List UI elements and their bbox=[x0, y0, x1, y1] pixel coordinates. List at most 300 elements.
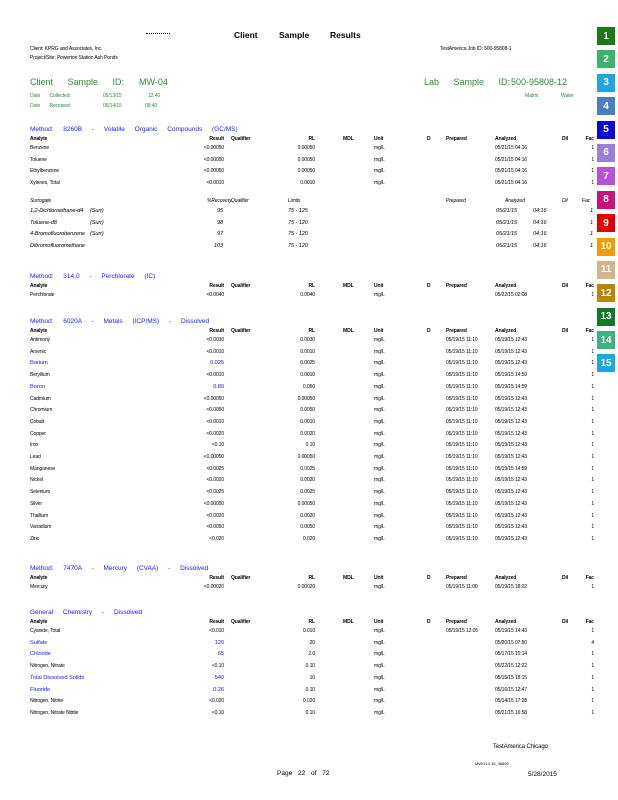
cell-analyzed: 05/21/15 04:16 bbox=[495, 180, 527, 187]
cell-rl: 0.10 bbox=[305, 442, 315, 449]
cell-prepared: 05/19/15 11:10 bbox=[446, 477, 478, 484]
cell-analyte: Xylenes, Total bbox=[30, 180, 60, 187]
cell-rl: 0.0010 bbox=[300, 418, 315, 425]
cell-unit: mg/L bbox=[374, 500, 385, 507]
cell-analyzed: 05/19/15 12:43 bbox=[495, 337, 527, 343]
cell-analyte: Cobalt bbox=[30, 418, 44, 425]
section-tabs bbox=[597, 27, 615, 378]
cell-fac: 1 bbox=[591, 512, 594, 519]
cell-rl: 0.0010 bbox=[300, 348, 315, 355]
cell-analyzed: 05/14/15 17:28 bbox=[495, 698, 527, 705]
cell-unit: mg/L bbox=[374, 360, 385, 367]
cell-result: <0.0025 bbox=[206, 465, 224, 472]
cell-prepared: 05/19/15 11:10 bbox=[446, 337, 478, 343]
cell-fac: 1 bbox=[591, 500, 594, 507]
column-header-unit: Unit bbox=[374, 328, 384, 334]
column-header-result: Result bbox=[209, 328, 224, 334]
cell-unit: mg/L bbox=[374, 686, 385, 693]
section-tab-4[interactable]: 4 bbox=[597, 97, 615, 115]
surrogate-limits: 75 - 120 bbox=[288, 242, 308, 249]
cell-rl: 0.0020 bbox=[300, 512, 315, 519]
cell-prepared: 05/19/15 11:10 bbox=[446, 383, 478, 390]
surrogate-analyzed_date: 05/21/15 bbox=[496, 207, 517, 214]
cell-analyte: Cyanide, Total bbox=[30, 628, 61, 634]
surrogate-rec: 103 bbox=[213, 242, 223, 249]
cell-prepared: 05/19/15 11:10 bbox=[446, 512, 478, 519]
surrogate-rec: 95 bbox=[216, 207, 223, 214]
surrogate-limits: 75 - 120 bbox=[288, 231, 308, 238]
method-heading: General Chemistry - Dissolved bbox=[30, 609, 143, 616]
cell-result: <0.0050 bbox=[206, 407, 224, 414]
column-header-mdl: MDL bbox=[343, 136, 354, 142]
column-header-qualifier: Qualifier bbox=[231, 575, 251, 581]
cell-analyte: Benzene bbox=[30, 145, 50, 151]
cell-result: <0.020 bbox=[209, 535, 224, 542]
client-sample-id: MW-04 bbox=[139, 77, 168, 87]
cell-prepared: 05/19/15 11:10 bbox=[446, 348, 478, 355]
column-header-rl: RL bbox=[308, 575, 315, 581]
surrogate-header-recovery: %Recovery bbox=[207, 197, 232, 204]
surrogate-header-fac: Fac bbox=[582, 197, 591, 204]
cell-analyzed: 05/19/15 14:59 bbox=[495, 372, 527, 379]
cell-analyzed: 05/21/15 04:16 bbox=[495, 156, 527, 163]
cell-analyzed: 05/19/15 12:43 bbox=[495, 524, 527, 531]
cell-result: <0.00050 bbox=[203, 168, 224, 175]
cell-unit: mg/L bbox=[374, 348, 385, 355]
column-header-unit: Unit bbox=[374, 283, 384, 289]
cell-analyte: Boron bbox=[30, 383, 45, 390]
section-tab-14[interactable]: 14 bbox=[597, 331, 615, 349]
cell-analyzed: 05/19/15 18:02 bbox=[495, 584, 527, 590]
cell-result: <0.0020 bbox=[206, 512, 224, 519]
cell-analyte: Mercury bbox=[30, 584, 48, 590]
cell-unit: mg/L bbox=[374, 180, 385, 187]
cell-unit: mg/L bbox=[374, 709, 385, 716]
column-header-rl: RL bbox=[308, 328, 315, 334]
cell-analyzed: 05/19/15 12:43 bbox=[495, 512, 527, 519]
cell-fac: 1 bbox=[591, 524, 594, 531]
cell-prepared: 05/19/15 11:00 bbox=[446, 584, 478, 590]
lab-sample-id-label: Lab Sample ID: bbox=[424, 77, 511, 87]
surrogate-name: Dibromofluoromethane bbox=[30, 242, 85, 249]
column-header-prepared: Prepared bbox=[446, 136, 467, 142]
surrogate-tag: (Surr) bbox=[90, 219, 104, 226]
cell-result: <0.00050 bbox=[203, 454, 224, 460]
cell-unit: mg/L bbox=[374, 395, 385, 402]
client-name: Client: KPRG and Associates, Inc. bbox=[30, 46, 103, 52]
cell-unit: mg/L bbox=[374, 698, 385, 705]
cell-analyzed: 05/19/15 14:43 bbox=[495, 628, 527, 634]
column-header-unit: Unit bbox=[374, 575, 384, 581]
column-header-analyte: Analyte bbox=[30, 283, 48, 289]
job-id: TestAmerica Job ID: 500-95808-1 bbox=[440, 46, 512, 52]
cell-rl: 0.0020 bbox=[300, 430, 315, 437]
column-header-prepared: Prepared bbox=[446, 619, 467, 625]
cell-prepared: 05/19/15 11:10 bbox=[446, 395, 478, 402]
column-header-result: Result bbox=[209, 575, 224, 581]
cell-unit: mg/L bbox=[374, 663, 385, 670]
cell-rl: 0.0030 bbox=[300, 337, 315, 343]
cell-rl: 2.0 bbox=[308, 651, 315, 658]
cell-fac: 1 bbox=[591, 535, 594, 542]
cell-result: <0.00020 bbox=[203, 584, 224, 590]
cell-prepared: 05/19/15 11:10 bbox=[446, 524, 478, 531]
cell-prepared: 05/19/15 11:10 bbox=[446, 500, 478, 507]
column-header-analyte: Analyte bbox=[30, 328, 48, 334]
cell-fac: 1 bbox=[591, 584, 594, 590]
cell-rl: 0.00050 bbox=[297, 145, 315, 151]
column-header-dil: Dil bbox=[562, 619, 569, 625]
cell-analyte: Total Dissolved Solids bbox=[30, 674, 85, 681]
surrogate-analyzed_time: 04:16 bbox=[533, 242, 547, 249]
report-date: 5/28/2015 bbox=[528, 771, 557, 778]
column-header-d: D bbox=[427, 328, 431, 334]
cell-analyte: Manganese bbox=[30, 465, 56, 472]
surrogate-analyzed_date: 05/21/15 bbox=[496, 219, 517, 226]
cell-prepared: 05/19/15 11:10 bbox=[446, 454, 478, 460]
lab-sample-id: 500-95808-12 bbox=[511, 77, 568, 87]
method-heading: Method: 6020A - Metals (ICP/MS) - Dissolved bbox=[30, 318, 210, 325]
cell-result: <0.10 bbox=[211, 709, 224, 716]
cell-unit: mg/L bbox=[374, 651, 385, 658]
cell-rl: 10 bbox=[309, 674, 315, 681]
section-tab-7[interactable]: 7 bbox=[597, 167, 615, 185]
cell-rl: 0.0050 bbox=[300, 524, 315, 531]
cell-rl: 0.0025 bbox=[300, 489, 315, 496]
cell-fac: 1 bbox=[591, 156, 594, 163]
cell-fac: 1 bbox=[591, 651, 594, 658]
cell-fac: 1 bbox=[591, 686, 594, 693]
cell-analyte: Barium bbox=[30, 360, 48, 367]
cell-analyzed: 05/19/15 12:43 bbox=[495, 360, 527, 367]
cell-prepared: 05/19/15 11:10 bbox=[446, 489, 478, 496]
cell-prepared: 05/19/15 12:05 bbox=[446, 628, 478, 634]
cell-analyte: Sulfate bbox=[30, 639, 48, 646]
cell-analyte: Antimony bbox=[30, 337, 51, 343]
cell-analyzed: 05/19/15 12:43 bbox=[495, 477, 527, 484]
section-tab-10[interactable]: 10 bbox=[597, 238, 615, 256]
cell-unit: mg/L bbox=[374, 168, 385, 175]
column-header-mdl: MDL bbox=[343, 283, 354, 289]
cell-rl: 0.050 bbox=[302, 383, 315, 390]
surrogate-analyzed_time: 04:16 bbox=[533, 207, 547, 214]
cell-analyte: Toluene bbox=[30, 156, 47, 163]
cell-analyte: Silver bbox=[30, 500, 42, 507]
column-header-result: Result bbox=[209, 619, 224, 625]
date-collected: 05/13/15 bbox=[103, 93, 122, 99]
date-received-label: Date Received: bbox=[30, 103, 71, 109]
cell-rl: 0.0010 bbox=[300, 372, 315, 379]
cell-rl: 0.00050 bbox=[297, 395, 315, 402]
surrogate-header-dil: Dil bbox=[562, 197, 568, 204]
cell-rl: 20 bbox=[309, 639, 315, 646]
cell-unit: mg/L bbox=[374, 489, 385, 496]
cell-analyte: Beryllium bbox=[30, 372, 50, 379]
surrogate-analyzed_time: 04:16 bbox=[533, 231, 547, 238]
cell-result: <0.0025 bbox=[206, 489, 224, 496]
cell-analyte: Chromium bbox=[30, 407, 53, 414]
section-tab-15[interactable]: 15 bbox=[597, 354, 615, 372]
column-header-unit: Unit bbox=[374, 136, 384, 142]
cell-rl: 0.0025 bbox=[300, 360, 315, 367]
column-header-analyzed: Analyzed bbox=[495, 575, 517, 581]
cell-analyte: Ethylbenzene bbox=[30, 168, 60, 175]
cell-rl: 0.0020 bbox=[300, 477, 315, 484]
cell-analyzed: 05/15/15 18:15 bbox=[495, 674, 527, 681]
cell-result: 0.26 bbox=[213, 686, 224, 693]
cell-analyzed: 05/19/15 12:43 bbox=[495, 535, 527, 542]
cell-fac: 1 bbox=[591, 418, 594, 425]
section-tab-6[interactable]: 6 bbox=[597, 144, 615, 162]
cell-analyzed: 05/21/15 04:16 bbox=[495, 168, 527, 175]
surrogate-analyzed_date: 05/21/15 bbox=[496, 242, 517, 249]
cell-rl: 0.020 bbox=[302, 535, 315, 542]
surrogate-fac: 1 bbox=[589, 242, 593, 249]
page-number: Page 22 of 72 bbox=[277, 770, 330, 777]
section-tab-12[interactable]: 12 bbox=[597, 284, 615, 302]
cell-unit: mg/L bbox=[374, 477, 385, 484]
cell-result: <0.00050 bbox=[203, 156, 224, 163]
cell-analyte: Vanadium bbox=[30, 524, 52, 531]
cell-fac: 1 bbox=[591, 360, 594, 367]
column-header-analyzed: Analyzed bbox=[495, 136, 517, 142]
surrogate-fac: 1 bbox=[589, 207, 593, 214]
cell-rl: 0.020 bbox=[302, 698, 315, 705]
surrogate-rec: 98 bbox=[216, 219, 223, 226]
cell-fac: 1 bbox=[591, 663, 594, 670]
cell-analyzed: 05/21/15 16:58 bbox=[495, 709, 527, 716]
cell-fac: 1 bbox=[591, 180, 594, 187]
column-header-rl: RL bbox=[308, 619, 315, 625]
column-header-d: D bbox=[427, 136, 431, 142]
column-header-rl: RL bbox=[308, 136, 315, 142]
cell-result: <0.0010 bbox=[206, 348, 224, 355]
cell-analyzed: 05/19/15 14:59 bbox=[495, 383, 527, 390]
cell-unit: mg/L bbox=[374, 372, 385, 379]
cell-fac: 4 bbox=[591, 639, 594, 646]
cell-unit: mg/L bbox=[374, 156, 385, 163]
section-tab-3[interactable]: 3 bbox=[597, 74, 615, 92]
surrogate-name: 4-Bromofluorobenzene bbox=[30, 231, 85, 238]
cell-analyte: Nitrogen, Nitrite bbox=[30, 698, 64, 705]
cell-analyzed: 05/19/15 14:59 bbox=[495, 465, 527, 472]
cell-rl: 0.00050 bbox=[297, 500, 315, 507]
cell-fac: 1 bbox=[591, 477, 594, 484]
time-collected: 12:40 bbox=[148, 93, 161, 99]
column-header-analyte: Analyte bbox=[30, 136, 48, 142]
cell-result: 0.80 bbox=[213, 383, 224, 390]
surrogate-limits: 75 - 125 bbox=[288, 207, 308, 214]
cell-analyte: Selenium bbox=[30, 489, 51, 496]
cell-result: <0.00050 bbox=[203, 145, 224, 151]
cell-result: 540 bbox=[214, 674, 224, 681]
column-header-d: D bbox=[427, 619, 431, 625]
method-heading: Method: 314.0 - Perchlorate (IC) bbox=[30, 273, 156, 280]
cell-result: <0.00050 bbox=[203, 395, 224, 402]
cell-result: <0.0010 bbox=[206, 418, 224, 425]
cell-prepared: 05/19/15 11:10 bbox=[446, 360, 478, 367]
cell-analyte: Perchlorate bbox=[30, 292, 55, 298]
column-header-fac: Fac bbox=[585, 328, 594, 334]
cell-fac: 1 bbox=[591, 348, 594, 355]
section-tab-2[interactable]: 2 bbox=[597, 50, 615, 68]
cell-analyte: Fluoride bbox=[30, 686, 51, 693]
cell-unit: mg/L bbox=[374, 292, 385, 298]
column-header-dil: Dil bbox=[562, 283, 569, 289]
time-received: 09:40 bbox=[145, 103, 158, 109]
cell-unit: mg/L bbox=[374, 430, 385, 437]
cell-result: <0.0050 bbox=[206, 524, 224, 531]
cell-fac: 1 bbox=[591, 430, 594, 437]
surrogate-header-prepared: Prepared bbox=[446, 197, 466, 204]
cell-rl: 0.10 bbox=[305, 709, 315, 716]
column-header-analyzed: Analyzed bbox=[495, 619, 517, 625]
cell-unit: mg/L bbox=[374, 407, 385, 414]
cell-analyzed: 05/19/15 12:43 bbox=[495, 348, 527, 355]
cell-analyzed: 05/17/15 10:14 bbox=[495, 651, 527, 658]
cell-result: <0.020 bbox=[209, 698, 224, 705]
cell-analyzed: 05/20/15 07:50 bbox=[495, 639, 527, 646]
column-header-d: D bbox=[427, 283, 431, 289]
cell-analyzed: 05/19/15 12:43 bbox=[495, 430, 527, 437]
cell-rl: 0.00050 bbox=[297, 168, 315, 175]
cell-unit: mg/L bbox=[374, 383, 385, 390]
cell-fac: 1 bbox=[591, 454, 594, 460]
cell-rl: 0.0050 bbox=[300, 407, 315, 414]
cell-rl: 0.00050 bbox=[297, 454, 315, 460]
surrogate-header-limits: Limits bbox=[288, 197, 301, 204]
cell-prepared: 05/19/15 11:10 bbox=[446, 407, 478, 414]
cell-result: <0.0010 bbox=[206, 180, 224, 187]
column-header-mdl: MDL bbox=[343, 619, 354, 625]
cell-analyzed: 05/16/15 12:47 bbox=[495, 686, 527, 693]
cell-fac: 1 bbox=[591, 465, 594, 472]
surrogate-limits: 75 - 120 bbox=[288, 219, 308, 226]
column-header-result: Result bbox=[209, 136, 224, 142]
cell-prepared: 05/19/15 11:10 bbox=[446, 465, 478, 472]
cell-unit: mg/L bbox=[374, 465, 385, 472]
cell-prepared: 05/19/15 11:10 bbox=[446, 430, 478, 437]
column-header-qualifier: Qualifier bbox=[231, 619, 251, 625]
cell-unit: mg/L bbox=[374, 674, 385, 681]
cell-analyzed: 05/21/15 04:16 bbox=[495, 145, 527, 151]
date-collected-label: Date Collected: bbox=[30, 93, 71, 99]
cell-result: <0.00050 bbox=[203, 500, 224, 507]
matrix-value: Water bbox=[561, 93, 574, 99]
cell-analyte: Chloride bbox=[30, 651, 51, 658]
cell-result: 120 bbox=[214, 639, 224, 646]
column-header-prepared: Prepared bbox=[446, 283, 467, 289]
cell-analyzed: 05/22/15 02:08 bbox=[495, 292, 527, 298]
column-header-qualifier: Qualifier bbox=[231, 283, 251, 289]
cell-prepared: 05/19/15 11:10 bbox=[446, 535, 478, 542]
cell-result: <0.0010 bbox=[206, 372, 224, 379]
cell-analyte: Iron bbox=[30, 442, 39, 449]
section-tab-8[interactable]: 8 bbox=[597, 191, 615, 209]
column-header-fac: Fac bbox=[585, 619, 594, 625]
section-tab-11[interactable]: 11 bbox=[597, 261, 615, 279]
section-tab-5[interactable]: 5 bbox=[597, 121, 615, 139]
cell-analyte: Thallium bbox=[30, 512, 49, 519]
cell-analyzed: 05/19/15 12:43 bbox=[495, 454, 527, 460]
header-line bbox=[146, 33, 170, 34]
column-header-d: D bbox=[427, 575, 431, 581]
column-header-qualifier: Qualifier bbox=[231, 136, 251, 142]
cell-rl: 0.0010 bbox=[300, 180, 315, 187]
column-header-rl: RL bbox=[308, 283, 315, 289]
section-tab-9[interactable]: 9 bbox=[597, 214, 615, 232]
cell-fac: 1 bbox=[591, 168, 594, 175]
cell-rl: 0.00020 bbox=[297, 584, 315, 590]
method-heading: Method: 8260B - Volatile Organic Compounds (GC/MS) bbox=[30, 126, 238, 133]
cell-analyzed: 05/22/15 12:22 bbox=[495, 663, 527, 670]
cell-unit: mg/L bbox=[374, 639, 385, 646]
surrogate-analyzed_date: 05/21/15 bbox=[496, 231, 517, 238]
surrogate-tag: (Surr) bbox=[90, 231, 104, 238]
column-header-fac: Fac bbox=[585, 136, 594, 142]
column-header-fac: Fac bbox=[585, 575, 594, 581]
report-title-word-3: Results bbox=[330, 30, 361, 40]
section-tab-1[interactable]: 1 bbox=[597, 27, 615, 45]
cell-analyte: Cadmium bbox=[30, 395, 51, 402]
surrogate-rec: 97 bbox=[216, 231, 223, 238]
cell-analyte: Nickel bbox=[30, 477, 44, 484]
column-header-prepared: Prepared bbox=[446, 328, 467, 334]
cell-unit: mg/L bbox=[374, 442, 385, 449]
cell-fac: 1 bbox=[591, 395, 594, 402]
surrogate-name: 1,2-Dichloroethane-d4 bbox=[30, 207, 84, 214]
cell-analyzed: 05/19/15 12:43 bbox=[495, 407, 527, 414]
cell-rl: 0.0025 bbox=[300, 465, 315, 472]
footer-code: MWG13-15_46890 bbox=[475, 761, 509, 766]
surrogate-header-qualifier: Qualifier bbox=[231, 197, 249, 204]
surrogate-tag: (Surr) bbox=[90, 207, 104, 214]
cell-prepared: 05/19/15 11:10 bbox=[446, 372, 478, 379]
cell-fac: 1 bbox=[591, 674, 594, 681]
cell-analyzed: 05/19/15 12:43 bbox=[495, 442, 527, 449]
cell-result: 65 bbox=[217, 651, 224, 658]
cell-fac: 1 bbox=[591, 407, 594, 414]
cell-analyzed: 05/19/15 12:43 bbox=[495, 500, 527, 507]
cell-result: <0.0020 bbox=[206, 477, 224, 484]
cell-fac: 1 bbox=[591, 698, 594, 705]
cell-analyte: Zinc bbox=[30, 535, 40, 542]
cell-fac: 1 bbox=[591, 292, 594, 298]
client-sample-id-label: Client Sample ID: bbox=[30, 77, 125, 87]
cell-fac: 1 bbox=[591, 337, 594, 343]
cell-unit: mg/L bbox=[374, 145, 385, 151]
cell-unit: mg/L bbox=[374, 584, 385, 590]
column-header-dil: Dil bbox=[562, 136, 569, 142]
cell-analyte: Copper bbox=[30, 430, 46, 437]
cell-unit: mg/L bbox=[374, 535, 385, 542]
cell-fac: 1 bbox=[591, 383, 594, 390]
cell-result: <0.010 bbox=[209, 628, 224, 634]
footer-lab: TestAmerica Chicago bbox=[493, 744, 548, 750]
cell-unit: mg/L bbox=[374, 337, 385, 343]
cell-rl: 0.10 bbox=[305, 663, 315, 670]
report-title-word-2: Sample bbox=[279, 30, 310, 40]
cell-fac: 1 bbox=[591, 628, 594, 634]
column-header-analyzed: Analyzed bbox=[495, 328, 517, 334]
method-heading: Method: 7470A - Mercury (CVAA) - Dissolved bbox=[30, 565, 209, 572]
section-tab-13[interactable]: 13 bbox=[597, 308, 615, 326]
surrogate-analyzed_time: 04:16 bbox=[533, 219, 547, 226]
column-header-result: Result bbox=[209, 283, 224, 289]
column-header-dil: Dil bbox=[562, 328, 569, 334]
column-header-unit: Unit bbox=[374, 619, 384, 625]
column-header-analyzed: Analyzed bbox=[495, 283, 517, 289]
